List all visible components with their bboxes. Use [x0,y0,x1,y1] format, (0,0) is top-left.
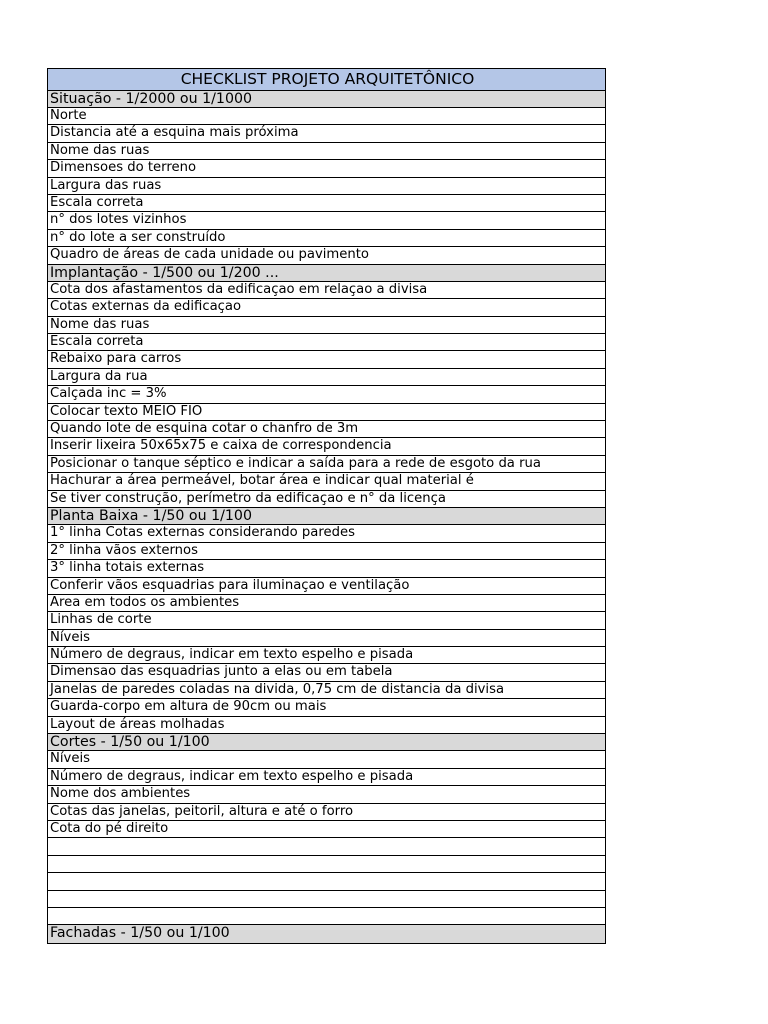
checklist-item: 2° linha vãos externos [48,543,605,560]
checklist-item: Quando lote de esquina cotar o chanfro de 3m [48,421,605,438]
checklist-item: Número de degraus, indicar em texto espelho e pisada [48,769,605,786]
checklist-item: Nome das ruas [48,317,605,334]
checklist-item: Escala correta [48,334,605,351]
empty-row [48,838,605,855]
checklist-item: Hachurar a área permeável, botar área e indicar qual material é [48,473,605,490]
section-header: Implantação - 1/500 ou 1/200 ... [48,265,605,282]
checklist-item: Cota do pé direito [48,821,605,838]
checklist-item: Cota dos afastamentos da edificaçao em relaçao a divisa [48,282,605,299]
checklist-item: Posicionar o tanque séptico e indicar a saída para a rede de esgoto da rua [48,456,605,473]
checklist-item: Linhas de corte [48,612,605,629]
checklist-item: Dimensoes do terreno [48,160,605,177]
checklist-item: Colocar texto MEIO FIO [48,404,605,421]
checklist-item: Dimensao das esquadrias junto a elas ou em tabela [48,664,605,681]
checklist-item: Largura da rua [48,369,605,386]
empty-row [48,891,605,908]
checklist-item: Distancia até a esquina mais próxima [48,125,605,142]
section-header: Fachadas - 1/50 ou 1/100 [48,925,605,942]
checklist-title: CHECKLIST PROJETO ARQUITETÔNICO [48,69,605,91]
checklist-item: Janelas de paredes coladas na divida, 0,75 cm de distancia da divisa [48,682,605,699]
checklist-item: Area em todos os ambientes [48,595,605,612]
checklist-item: Layout de áreas molhadas [48,717,605,734]
checklist-item: n° dos lotes vizinhos [48,212,605,229]
checklist-item: Norte [48,108,605,125]
checklist-item: Cotas externas da edificaçao [48,299,605,316]
checklist-item: Se tiver construção, perímetro da edificaçao e n° da licença [48,491,605,508]
checklist-item: Nome das ruas [48,143,605,160]
checklist-item: Quadro de áreas de cada unidade ou pavimento [48,247,605,264]
checklist-item: Cotas das janelas, peitoril, altura e até o forro [48,804,605,821]
checklist-item: Inserir lixeira 50x65x75 e caixa de correspondencia [48,438,605,455]
checklist-item: Níveis [48,630,605,647]
checklist-item: n° do lote a ser construído [48,230,605,247]
section-header: Cortes - 1/50 ou 1/100 [48,734,605,751]
checklist-item: Calçada inc = 3% [48,386,605,403]
checklist-item: 1° linha Cotas externas considerando paredes [48,525,605,542]
checklist-item: 3° linha totais externas [48,560,605,577]
section-header: Planta Baixa - 1/50 ou 1/100 [48,508,605,525]
checklist-item: Níveis [48,751,605,768]
checklist-item: Conferir vãos esquadrias para iluminaçao e ventilação [48,578,605,595]
checklist-item: Escala correta [48,195,605,212]
checklist-item: Número de degraus, indicar em texto espelho e pisada [48,647,605,664]
checklist-item: Largura das ruas [48,178,605,195]
empty-row [48,873,605,890]
empty-row [48,856,605,873]
section-header: Situação - 1/2000 ou 1/1000 [48,91,605,108]
checklist-item: Guarda-corpo em altura de 90cm ou mais [48,699,605,716]
checklist-item: Nome dos ambientes [48,786,605,803]
empty-row [48,908,605,925]
checklist-item: Rebaixo para carros [48,351,605,368]
checklist-table [47,68,606,944]
